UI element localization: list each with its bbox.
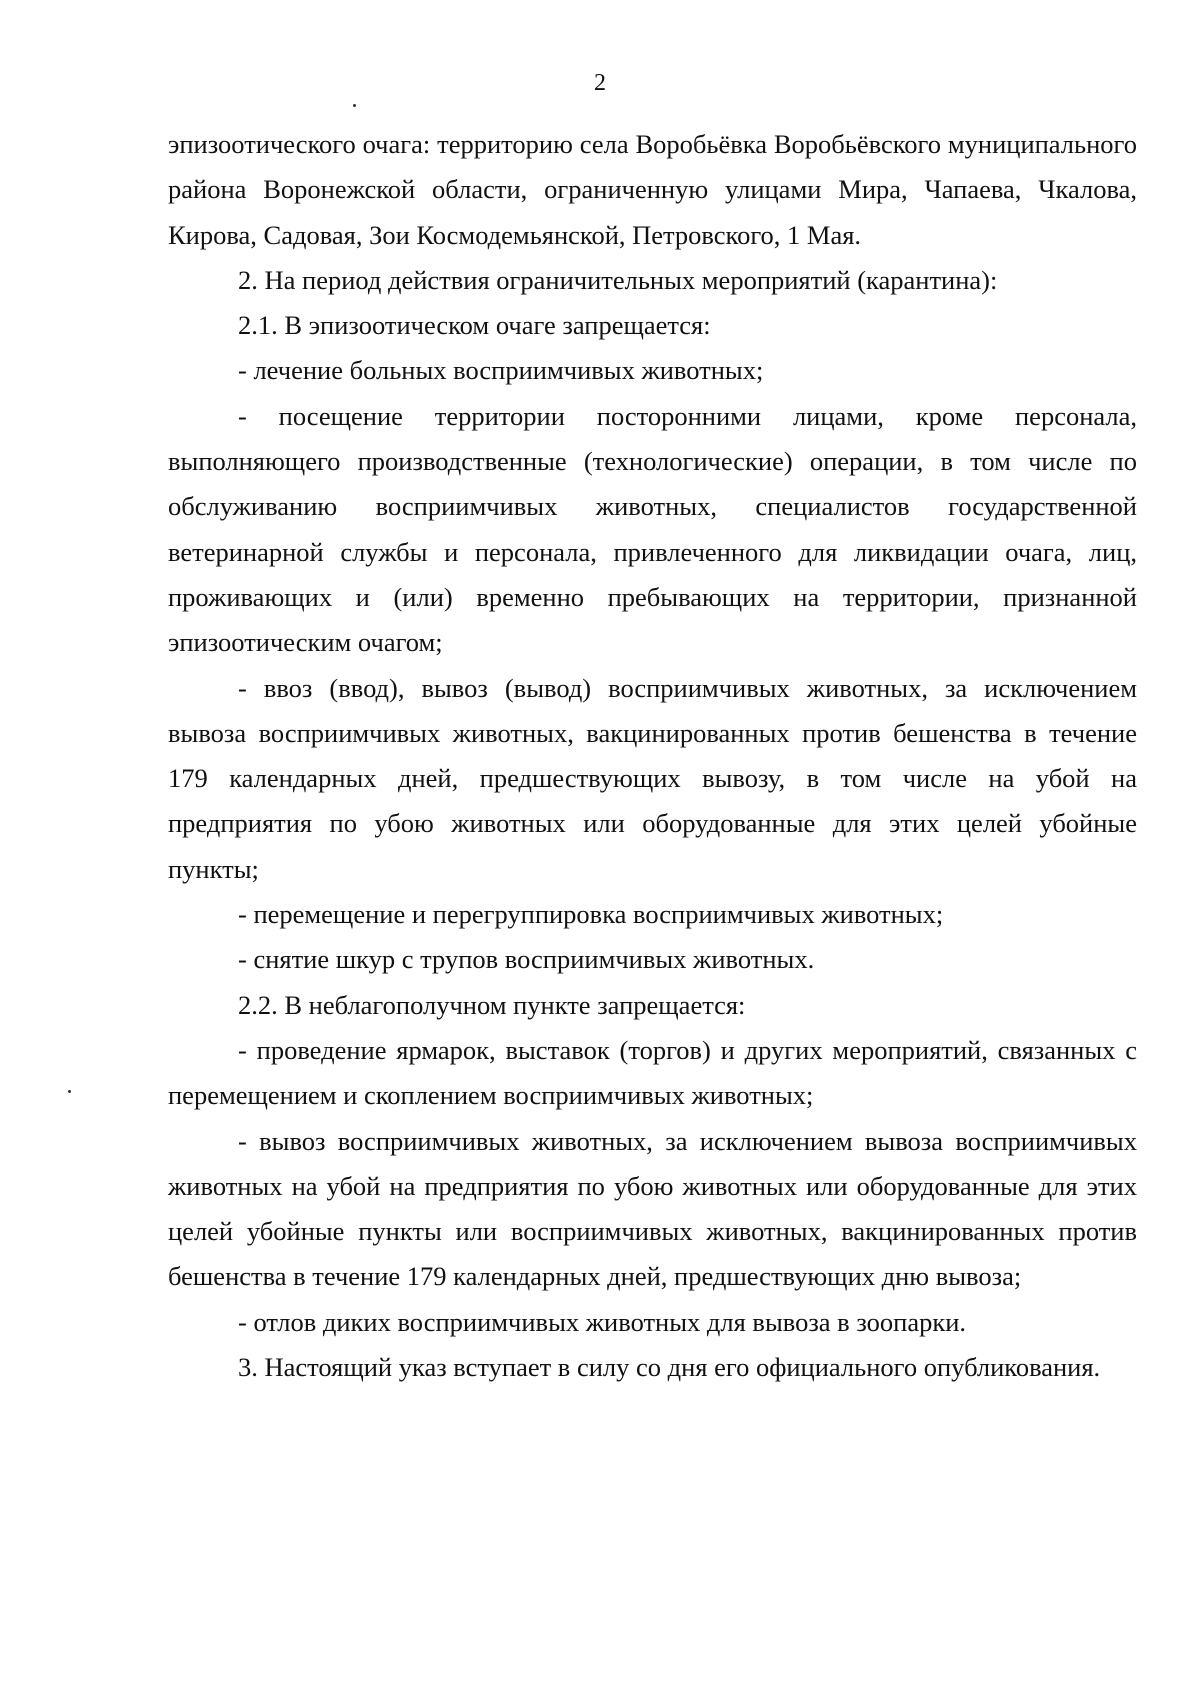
paragraph-bullet: - отлов диких восприимчивых животных для вывоза в зоопарки. [238, 1306, 967, 1337]
paragraph-item-2-1: 2.1. В эпизоотическом очаге запрещается: [238, 310, 711, 341]
paragraph-item-2-2: 2.2. В неблагополучном пункте запрещается: [238, 989, 746, 1020]
paragraph-bullet: - ввоз (ввод), вывоз (вывод) восприимчивых животных, за исключением вывоза восприимчивых животных, вакцинированных против бешенства в течение 179 календарных дней, предшествующих вывозу, в том числе на убой на предприятия по убою животных или оборудованные для этих целей убойные пункты; [168, 672, 1137, 884]
paragraph-item-2: 2. На период действия ограничительных мероприятий (карантина): [238, 264, 998, 295]
paragraph-bullet: - посещение территории посторонними лицами, кроме персонала, выполняющего производственные (технологические) операции, в том числе по обслуживанию восприимчивых животных, специалистов государственной ветеринарной службы и персонала, привлеченного для ликвидации очага, лиц, проживающих и (или) временно пребывающих на территории, признанной эпизоотическим очагом; [168, 400, 1137, 658]
paragraph-bullet: - вывоз восприимчивых животных, за исключением вывоза восприимчивых животных на убой на предприятия по убою животных или оборудованные для этих целей убойные пункты или восприимчивых животных, вакцинированных против бешенства в течение 179 календарных дней, предшествующих дню вывоза; [168, 1125, 1137, 1292]
paragraph-bullet: - лечение больных восприимчивых животных; [238, 355, 764, 386]
document-body [168, 122, 1137, 1390]
paragraph-bullet: - проведение ярмарок, выставок (торгов) и других мероприятий, связанных с перемещением и скоплением восприимчивых животных; [168, 1034, 1137, 1111]
page-number: 2 [594, 70, 606, 96]
scan-speck [353, 104, 356, 107]
paragraph-continuation: эпизоотического очага: территорию села Воробьёвка Воробьёвского муниципального района Воронежской области, ограниченную улицами Мира, Чапаева, Чкалова, Кирова, Садовая, Зои Космодемьянской, Петровского, 1 Мая. [168, 129, 1137, 250]
paragraph-item-3: 3. Настоящий указ вступает в силу со дня его официального опубликования. [238, 1352, 1101, 1383]
paragraph-bullet: - снятие шкур с трупов восприимчивых животных. [238, 944, 815, 975]
paragraph-bullet: - перемещение и перегруппировка восприимчивых животных; [238, 899, 944, 930]
scan-speck [68, 1090, 71, 1093]
